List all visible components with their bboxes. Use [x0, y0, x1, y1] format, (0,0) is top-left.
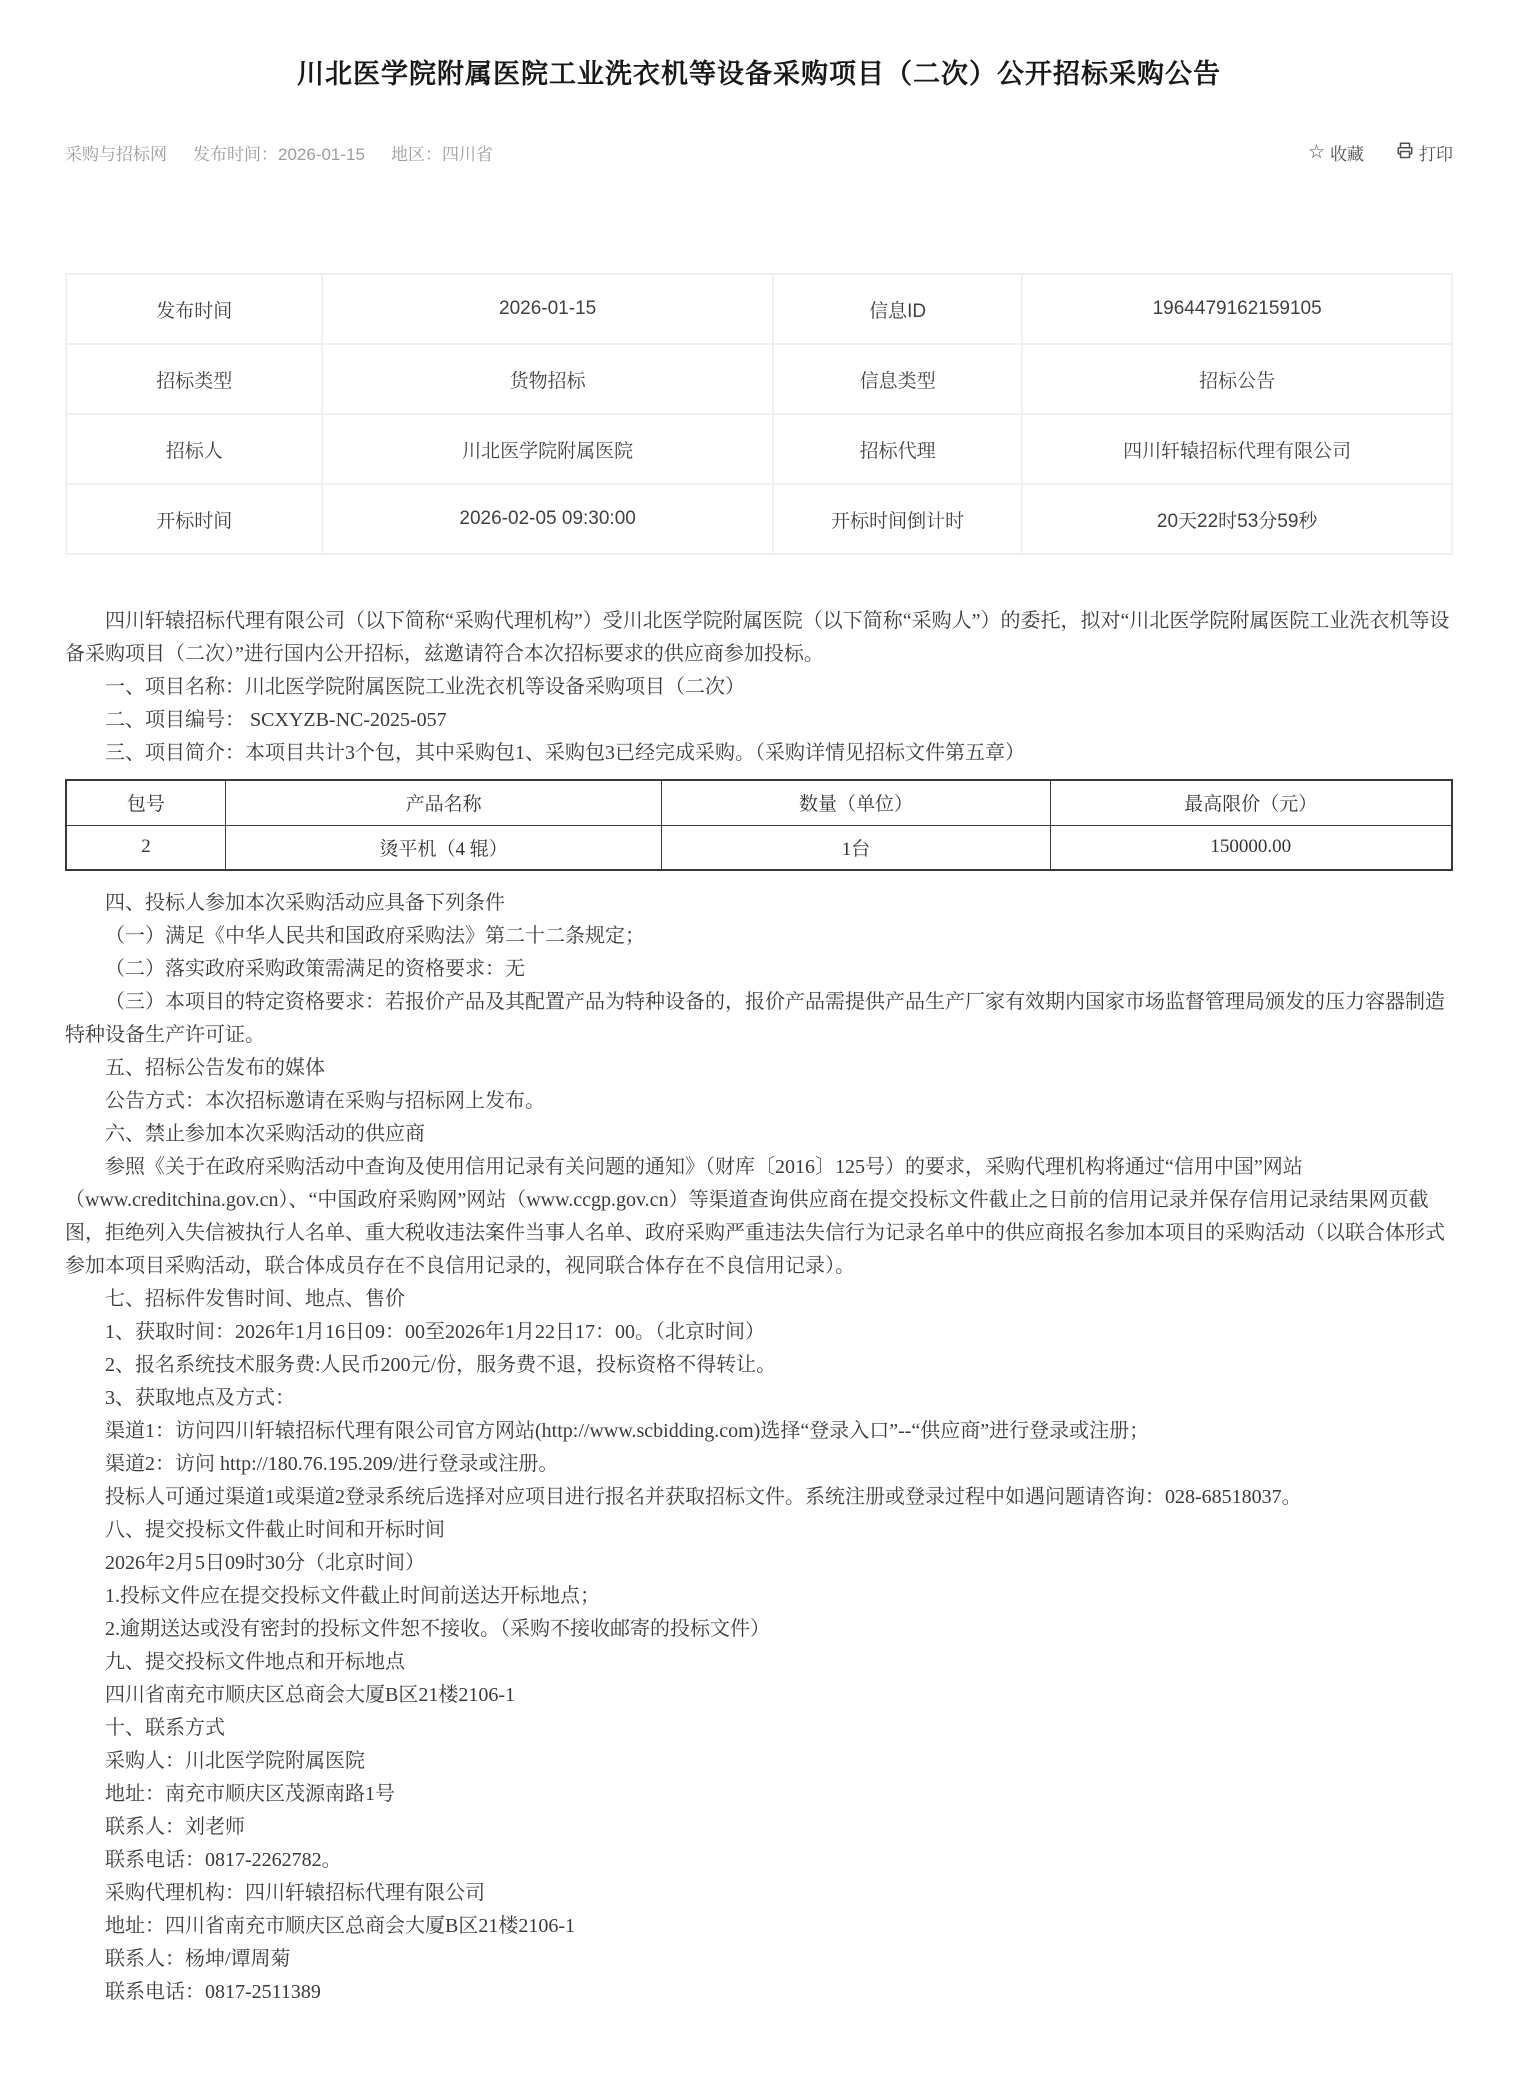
paragraph: 六、禁止参加本次采购活动的供应商 — [105, 1123, 425, 1145]
paragraph: 七、招标件发售时间、地点、售价 — [105, 1288, 405, 1310]
info-value-agent: 四川轩辕招标代理有限公司 — [1022, 414, 1452, 484]
pkg-cell-product: 烫平机（4 辊） — [225, 825, 662, 870]
section-project-number: 二、项目编号： SCXYZB-NC-2025-057 — [105, 709, 447, 731]
paragraph: 采购人：川北医学院附属医院 — [105, 1750, 365, 1772]
info-label-info-type: 信息类型 — [773, 344, 1022, 414]
info-value-publish-time: 2026-01-15 — [322, 274, 772, 344]
pkg-header-quantity: 数量（单位） — [662, 780, 1050, 825]
paragraph: 九、提交投标文件地点和开标地点 — [105, 1651, 405, 1673]
paragraph: 投标人可通过渠道1或渠道2登录系统后选择对应项目进行报名并获取招标文件。系统注册或登录过程中如遇问题请咨询：028-68518037。 — [105, 1486, 1302, 1508]
paragraph: 采购代理机构：四川轩辕招标代理有限公司 — [105, 1882, 485, 1904]
announcement-body — [65, 605, 1453, 2009]
paragraph: 2.逾期送达或没有密封的投标文件恕不接收。（采购不接收邮寄的投标文件） — [105, 1618, 770, 1640]
section-project-name: 一、项目名称：川北医学院附属医院工业洗衣机等设备采购项目（二次） — [105, 676, 745, 698]
paragraph: 五、招标公告发布的媒体 — [105, 1057, 325, 1079]
meta-actions — [1308, 140, 1453, 165]
pkg-cell-no: 2 — [66, 825, 225, 870]
page-title: 川北医学院附属医院工业洗衣机等设备采购项目（二次）公开招标采购公告 — [297, 59, 1221, 89]
info-label-bid-type: 招标类型 — [66, 344, 322, 414]
print-button-label: 打印 — [1419, 145, 1453, 164]
section-project-brief: 三、项目简介：本项目共计3个包，其中采购包1、采购包3已经完成采购。（采购详情见招标文件第五章） — [105, 742, 1025, 764]
paragraph: 2、报名系统技术服务费:人民币200元/份，服务费不退，投标资格不得转让。 — [105, 1354, 777, 1376]
info-value-info-type: 招标公告 — [1022, 344, 1452, 414]
paragraph: （一）满足《中华人民共和国政府采购法》第二十二条规定； — [105, 925, 645, 947]
paragraph: 3、获取地点及方式： — [105, 1387, 295, 1409]
paragraph: 十、联系方式 — [105, 1717, 225, 1739]
info-value-countdown: 20天22时53分59秒 — [1022, 484, 1452, 554]
paragraph: 1、获取时间：2026年1月16日09：00至2026年1月22日17：00。（北京时间） — [105, 1321, 765, 1343]
paragraph: 联系人：杨坤/谭周菊 — [105, 1948, 291, 1970]
paragraph: 四、投标人参加本次采购活动应具备下列条件 — [105, 892, 505, 914]
paragraph: 渠道2：访问 http://180.76.195.209/进行登录或注册。 — [105, 1453, 559, 1475]
info-label-open-time: 开标时间 — [66, 484, 322, 554]
paragraph: 参照《关于在政府采购活动中查询及使用信用记录有关问题的通知》（财库〔2016〕125号）的要求，采购代理机构将通过“信用中国”网站（www.creditchina.gov.cn）、“中国政府采购网”网站（www.ccgp.gov.cn）等渠道查询供应商在提交投标文件截止之日前的信用记录并保存信用记录结果网页截图，拒绝列入失信被执行人名单、重大税收违法案件当事人名单、政府采购严重违法失信行为记录名单中的供应商报名参加本项目的采购活动（以联合体形式参加本项目采购活动，联合体成员存在不良信用记录的，视同联合体存在不良信用记录）。 — [65, 1156, 1445, 1277]
paragraph: 联系人：刘老师 — [105, 1816, 245, 1838]
table-row — [66, 414, 1452, 484]
favorite-button[interactable] — [1308, 140, 1364, 165]
meta-bar — [65, 140, 1453, 165]
pkg-cell-price-limit: 150000.00 — [1050, 825, 1452, 870]
paragraph: 1.投标文件应在提交投标文件截止时间前送达开标地点； — [105, 1585, 600, 1607]
info-label-info-id: 信息ID — [773, 274, 1022, 344]
paragraph: 公告方式：本次招标邀请在采购与招标网上发布。 — [105, 1090, 545, 1112]
star-icon: ☆ — [1307, 142, 1325, 163]
printer-icon — [1396, 141, 1414, 164]
paragraph: 地址：南充市顺庆区茂源南路1号 — [105, 1783, 395, 1805]
paragraph: （二）落实政府采购政策需满足的资格要求：无 — [105, 958, 525, 980]
paragraph: 八、提交投标文件截止时间和开标时间 — [105, 1519, 445, 1541]
table-row — [66, 344, 1452, 414]
pkg-header-no: 包号 — [66, 780, 225, 825]
announcement-page — [65, 54, 1453, 2009]
pkg-header-price-limit: 最高限价（元） — [1050, 780, 1452, 825]
pkg-cell-quantity: 1台 — [662, 825, 1050, 870]
source-site-label: 采购与招标网 — [65, 145, 167, 164]
favorite-button-label: 收藏 — [1330, 145, 1364, 164]
info-label-countdown: 开标时间倒计时 — [773, 484, 1022, 554]
paragraph: 地址：四川省南充市顺庆区总商会大厦B区21楼2106-1 — [105, 1915, 575, 1937]
table-row — [66, 274, 1452, 344]
region-label: 地区：四川省 — [390, 145, 493, 164]
package-table — [65, 779, 1453, 871]
paragraph: 联系电话：0817-2262782。 — [105, 1849, 342, 1871]
paragraph: （三）本项目的特定资格要求：若报价产品及其配置产品为特种设备的，报价产品需提供产品生产厂家有效期内国家市场监督管理局颁发的压力容器制造特种设备生产许可证。 — [65, 991, 1445, 1046]
intro-paragraph: 四川轩辕招标代理有限公司（以下简称“采购代理机构”）受川北医学院附属医院（以下简称“采购人”）的委托，拟对“川北医学院附属医院工业洗衣机等设备采购项目（二次）”进行国内公开招标，兹邀请符合本次招标要求的供应商参加投标。 — [65, 610, 1450, 665]
info-value-info-id: 1964479162159105 — [1022, 274, 1452, 344]
info-label-agent: 招标代理 — [773, 414, 1022, 484]
table-row — [66, 484, 1452, 554]
info-value-tenderer: 川北医学院附属医院 — [322, 414, 772, 484]
paragraph: 四川省南充市顺庆区总商会大厦B区21楼2106-1 — [105, 1684, 515, 1706]
print-button[interactable] — [1396, 140, 1453, 165]
info-value-open-time: 2026-02-05 09:30:00 — [322, 484, 772, 554]
info-label-tenderer: 招标人 — [66, 414, 322, 484]
paragraph: 渠道1：访问四川轩辕招标代理有限公司官方网站(http://www.scbidding.com)选择“登录入口”--“供应商”进行登录或注册； — [105, 1420, 1150, 1442]
table-row — [66, 825, 1452, 870]
paragraph: 2026年2月5日09时30分（北京时间） — [105, 1552, 425, 1574]
info-summary-table — [65, 273, 1453, 555]
meta-info — [65, 140, 493, 165]
paragraph: 联系电话：0817-2511389 — [105, 1981, 321, 2003]
publish-date-label: 发布时间：2026-01-15 — [193, 145, 365, 164]
table-header-row — [66, 780, 1452, 825]
info-label-publish-time: 发布时间 — [66, 274, 322, 344]
pkg-header-product: 产品名称 — [225, 780, 662, 825]
info-value-bid-type: 货物招标 — [322, 344, 772, 414]
